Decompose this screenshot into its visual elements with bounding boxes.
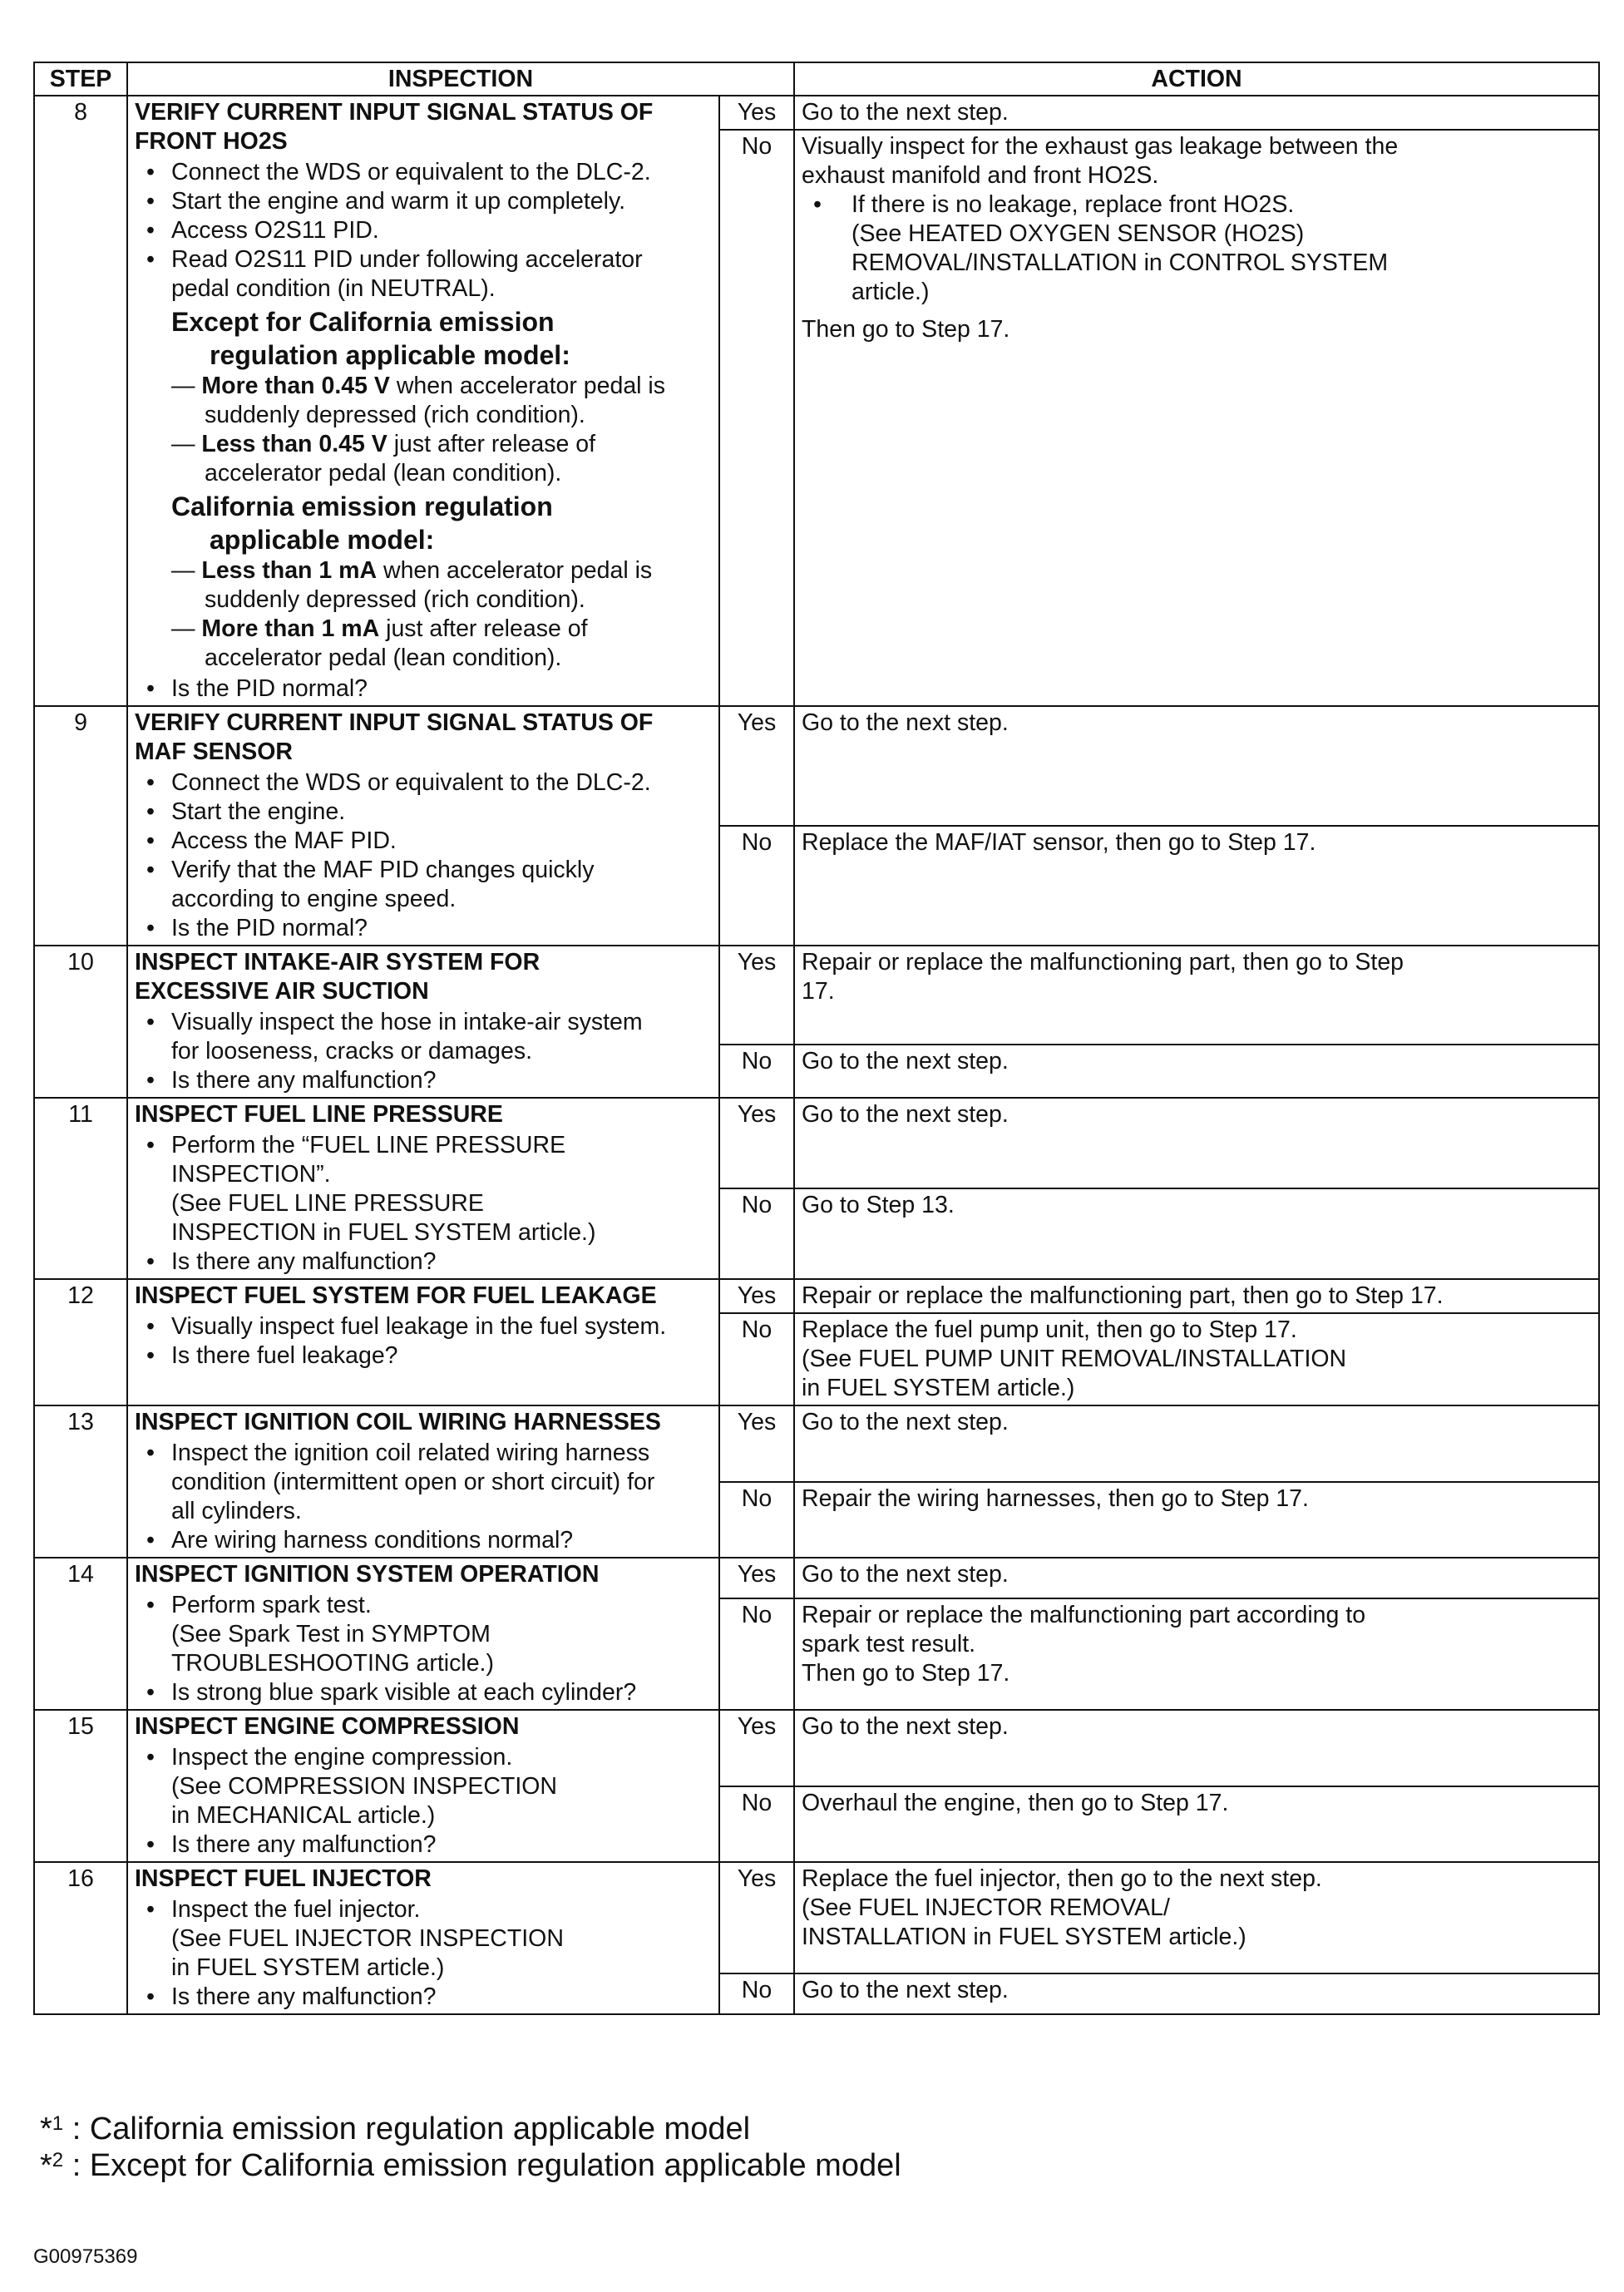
- header-inspection: INSPECTION: [127, 62, 794, 96]
- list-item: • Visually inspect the hose in intake-air system for looseness, cracks or damages.: [135, 1008, 712, 1066]
- inspection-title: INSPECT ENGINE COMPRESSION: [135, 1713, 520, 1740]
- yes-action: Go to the next step.: [794, 706, 1599, 826]
- no-action: Go to the next step.: [794, 1973, 1599, 2014]
- list-item: • Perform the “FUEL LINE PRESSURE INSPECTION”. (See FUEL LINE PRESSURE INSPECTION in FUEL SYSTEM article.): [135, 1131, 712, 1247]
- list-item: • Inspect the engine compression. (See COMPRESSION INSPECTION in MECHANICAL article.): [135, 1743, 712, 1830]
- condition-value: — More than 0.45 V when accelerator pedal is suddenly depressed (rich condition).: [171, 373, 666, 428]
- step-number: 16: [34, 1862, 127, 2014]
- header-step: STEP: [34, 62, 127, 96]
- condition-value: — Less than 1 mA when accelerator pedal is suddenly depressed (rich condition).: [171, 557, 653, 613]
- inspection-title: VERIFY CURRENT INPUT SIGNAL STATUS OF FRONT HO2S: [135, 99, 654, 155]
- table-row: [34, 1405, 1599, 1482]
- table-row: [34, 946, 1599, 1045]
- no-label: No: [719, 1045, 794, 1098]
- yes-action: Go to the next step.: [794, 96, 1599, 130]
- inspection-bullets: [135, 158, 712, 304]
- footnote-2: *$^2$ : Except for California emission regulation applicable model: [40, 2148, 901, 2183]
- header-action: ACTION: [794, 62, 1599, 96]
- yes-action: Go to the next step.: [794, 1405, 1599, 1482]
- list-item: • Access O2S11 PID.: [135, 216, 712, 245]
- inspection-title: INSPECT FUEL LINE PRESSURE: [135, 1101, 503, 1128]
- list-item: • Is there any malfunction?: [135, 1830, 712, 1860]
- table-row: [34, 1279, 1599, 1313]
- figure-code: G00975369: [33, 2245, 138, 2268]
- diagnostic-table: [33, 62, 1600, 2015]
- condition-heading: Except for California emission regulation applicable model:: [171, 307, 570, 370]
- step-number: 8: [34, 96, 127, 706]
- yes-label: Yes: [719, 1405, 794, 1482]
- list-item: • Connect the WDS or equivalent to the DLC-2.: [135, 158, 712, 187]
- step-number: 14: [34, 1558, 127, 1710]
- no-action: Repair the wiring harnesses, then go to Step 17.: [794, 1482, 1599, 1558]
- inspection-title: INSPECT IGNITION SYSTEM OPERATION: [135, 1561, 600, 1588]
- list-item: • Perform spark test. (See Spark Test in SYMPTOM TROUBLESHOOTING article.): [135, 1591, 712, 1678]
- step-number: 10: [34, 946, 127, 1098]
- yes-action: Go to the next step.: [794, 1558, 1599, 1598]
- no-label: No: [719, 1482, 794, 1558]
- yes-action: Go to the next step.: [794, 1710, 1599, 1786]
- no-action: Visually inspect for the exhaust gas leakage between the exhaust manifold and front HO2S. • If there is no leakage, replace front HO2S. (See HEATED OXYGEN SENSOR (HO2S) REMOVAL/INSTALLATION in CONTROL SYSTEM article.) Then go to Step 17.: [794, 130, 1599, 706]
- list-item: • Access the MAF PID.: [135, 827, 712, 856]
- yes-label: Yes: [719, 1558, 794, 1598]
- yes-label: Yes: [719, 1710, 794, 1786]
- inspection-title: INSPECT FUEL SYSTEM FOR FUEL LEAKAGE: [135, 1282, 657, 1309]
- list-item: • Is there any malfunction?: [135, 1247, 712, 1277]
- yes-label: Yes: [719, 946, 794, 1045]
- no-action: Repair or replace the malfunctioning part according to spark test result. Then go to Step 17.: [794, 1598, 1599, 1710]
- list-item: • Is the PID normal?: [135, 914, 712, 943]
- no-action: Replace the fuel pump unit, then go to Step 17. (See FUEL PUMP UNIT REMOVAL/INSTALLATION in FUEL SYSTEM article.): [794, 1313, 1599, 1405]
- inspection-cell: [127, 1405, 719, 1558]
- list-item: • Verify that the MAF PID changes quickly according to engine speed.: [135, 856, 712, 914]
- footnote-1: *$^1$ : California emission regulation applicable model: [40, 2112, 751, 2146]
- inspection-cell: [127, 946, 719, 1098]
- list-item: • Is there fuel leakage?: [135, 1341, 712, 1371]
- list-item: • Inspect the ignition coil related wiring harness condition (intermittent open or short circuit) for all cylinders.: [135, 1439, 712, 1526]
- no-label: No: [719, 130, 794, 706]
- inspection-cell: [127, 1862, 719, 2014]
- inspection-title: INSPECT INTAKE-AIR SYSTEM FOR EXCESSIVE AIR SUCTION: [135, 949, 541, 1005]
- yes-label: Yes: [719, 96, 794, 130]
- list-item: • Connect the WDS or equivalent to the DLC-2.: [135, 768, 712, 798]
- table-row: [34, 706, 1599, 826]
- yes-action: Go to the next step.: [794, 1098, 1599, 1188]
- yes-label: Yes: [719, 1098, 794, 1188]
- inspection-title: INSPECT FUEL INJECTOR: [135, 1865, 432, 1892]
- yes-label: Yes: [719, 1862, 794, 1973]
- inspection-cell: [127, 1098, 719, 1279]
- no-action: Replace the MAF/IAT sensor, then go to Step 17.: [794, 826, 1599, 946]
- yes-action: Repair or replace the malfunctioning part, then go to Step 17.: [794, 946, 1599, 1045]
- table-row: [34, 1862, 1599, 1973]
- step-number: 15: [34, 1710, 127, 1862]
- no-action: Go to the next step.: [794, 1045, 1599, 1098]
- yes-action: Repair or replace the malfunctioning part, then go to Step 17.: [794, 1279, 1599, 1313]
- list-item: • Is the PID normal?: [135, 674, 712, 704]
- yes-label: Yes: [719, 706, 794, 826]
- no-label: No: [719, 1313, 794, 1405]
- table-row: [34, 1558, 1599, 1598]
- list-item: • Is there any malfunction?: [135, 1066, 712, 1095]
- list-item: • Are wiring harness conditions normal?: [135, 1526, 712, 1555]
- condition-heading: California emission regulation applicable model:: [171, 491, 553, 555]
- table-header-row: [34, 62, 1599, 96]
- no-label: No: [719, 826, 794, 946]
- no-label: No: [719, 1598, 794, 1710]
- list-item: • Is there any malfunction?: [135, 1983, 712, 2012]
- inspection-cell: [127, 706, 719, 946]
- list-item: • Is strong blue spark visible at each cylinder?: [135, 1678, 712, 1707]
- table-row: [34, 96, 1599, 130]
- no-action: Overhaul the engine, then go to Step 17.: [794, 1786, 1599, 1863]
- list-item: • Start the engine.: [135, 798, 712, 827]
- no-label: No: [719, 1188, 794, 1279]
- inspection-title: VERIFY CURRENT INPUT SIGNAL STATUS OF MAF SENSOR: [135, 709, 654, 765]
- inspection-cell: [127, 1558, 719, 1710]
- step-number: 13: [34, 1405, 127, 1558]
- list-item: • Visually inspect fuel leakage in the fuel system.: [135, 1312, 712, 1341]
- step-number: 11: [34, 1098, 127, 1279]
- list-item: • Inspect the fuel injector. (See FUEL INJECTOR INSPECTION in FUEL SYSTEM article.): [135, 1895, 712, 1983]
- yes-label: Yes: [719, 1279, 794, 1313]
- yes-action: Replace the fuel injector, then go to the next step. (See FUEL INJECTOR REMOVAL/ INSTALLATION in FUEL SYSTEM article.): [794, 1862, 1599, 1973]
- inspection-cell: [127, 1710, 719, 1862]
- no-label: No: [719, 1973, 794, 2014]
- table-row: [34, 1710, 1599, 1786]
- no-action: Go to Step 13.: [794, 1188, 1599, 1279]
- list-item: • Read O2S11 PID under following accelerator pedal condition (in NEUTRAL).: [135, 245, 712, 304]
- condition-value: — More than 1 mA just after release of accelerator pedal (lean condition).: [171, 615, 588, 671]
- list-item: • Start the engine and warm it up completely.: [135, 187, 712, 216]
- inspection-cell: [127, 1279, 719, 1405]
- table-row: [34, 1098, 1599, 1188]
- no-label: No: [719, 1786, 794, 1863]
- inspection-title: INSPECT IGNITION COIL WIRING HARNESSES: [135, 1409, 661, 1435]
- step-number: 12: [34, 1279, 127, 1405]
- condition-value: — Less than 0.45 V just after release of accelerator pedal (lean condition).: [171, 431, 596, 487]
- step-number: 9: [34, 706, 127, 946]
- inspection-cell: [127, 96, 719, 706]
